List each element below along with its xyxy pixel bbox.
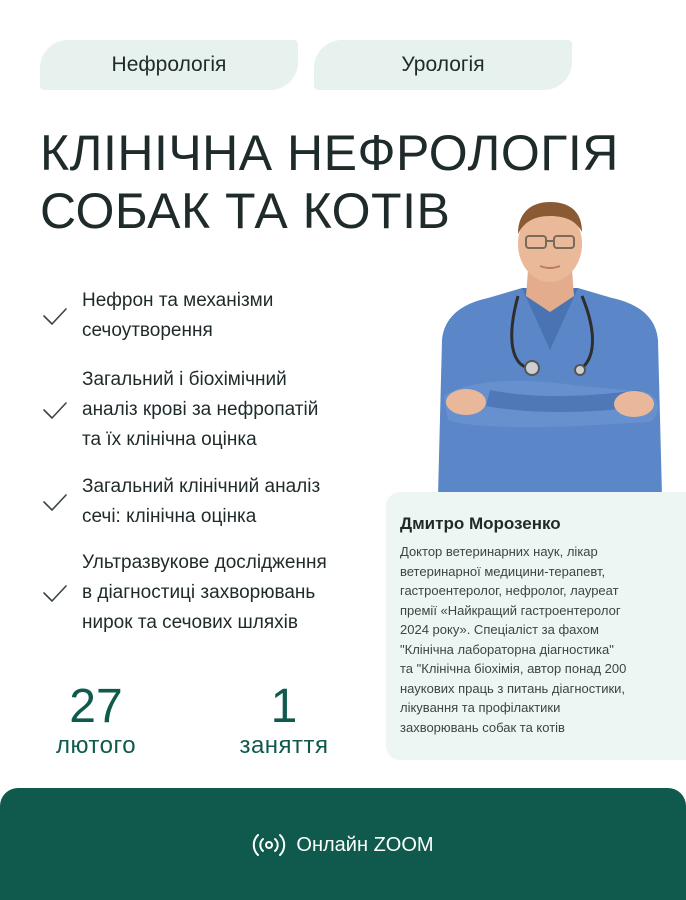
doctor-photo <box>430 200 670 496</box>
tag-label: Урологія <box>401 53 485 76</box>
date-stat <box>40 682 152 760</box>
check-icon <box>40 487 70 517</box>
title-line-1: КЛІНІЧНА НЕФРОЛОГІЯ <box>40 125 619 181</box>
list-item <box>40 365 380 455</box>
online-zoom-badge[interactable] <box>252 833 433 857</box>
list-item <box>40 548 380 638</box>
doctor-card <box>386 492 686 760</box>
doctor-name: Дмитро Морозенко <box>400 514 561 533</box>
date-label: лютого <box>55 732 137 759</box>
list-item <box>40 472 380 532</box>
check-icon <box>40 395 70 425</box>
list-item-text: Ультразвукове дослідження в діагностиці захворювань нирок та сечових шляхів <box>82 552 327 633</box>
date-number: 27 <box>69 680 123 733</box>
tag-nephrology[interactable] <box>40 40 298 90</box>
list-item-text: Загальний клінічний аналіз сечі: клінічна оцінка <box>82 476 321 527</box>
footer-bar <box>0 788 686 900</box>
broadcast-icon <box>252 833 286 857</box>
footer-label: Онлайн ZOOM <box>296 833 434 856</box>
doctor-bio: Доктор ветеринарних наук, лікар ветеринарної медицини-терапевт, гастроентеролог, нефролог, лауреат премії «Найкращий гастроентеролог 2024 року». Спеціаліст за фахом "Клінічна лабораторна діагностика" та "Клінічна біохімія, автор понад 200 наукових праць з питань діагностики, лікування та профілактики захворювань собак та котів <box>400 544 627 735</box>
tag-label: Нефрологія <box>111 53 227 76</box>
tag-urology[interactable] <box>314 40 572 90</box>
list-item-text: Нефрон та механізми сечоутворення <box>82 290 274 341</box>
title-line-2: СОБАК ТА КОТІВ <box>40 183 451 239</box>
list-item <box>40 286 380 346</box>
list-item-text: Загальний і біохімічний аналіз крові за нефропатій та їх клінічна оцінка <box>82 369 319 450</box>
sessions-number: 1 <box>270 680 298 733</box>
sessions-label: заняття <box>239 732 329 759</box>
check-icon <box>40 578 70 608</box>
sessions-stat <box>226 682 342 760</box>
check-icon <box>40 301 70 331</box>
